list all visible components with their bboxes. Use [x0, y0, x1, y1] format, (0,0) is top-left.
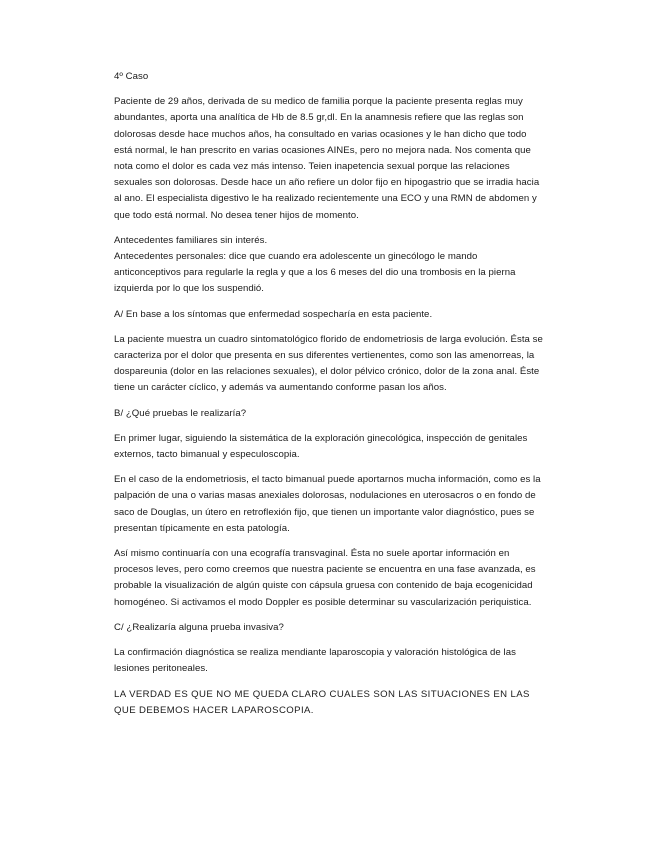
answer-b-bimanual: En el caso de la endometriosis, el tacto bimanual puede aportarnos mucha información, como es la palpación de una o varias masas anexiales dolorosas, nodulaciones en uterosacros o en fondo de saco de Douglas, un útero en retroflexión fijo, que tienen un importante valor diagnóstico, pues se presentan típicamente en esta patología.: [114, 474, 541, 534]
document-page: [114, 69, 544, 728]
answer-b-ultrasound: Así mismo continuaría con una ecografía transvaginal. Ésta no suele aportar información en procesos leves, pero como creemos que nuestra paciente se encuentra en una fase avanzada, es probable la visualización de algún quiste con cápsula gruesa con contenido de baja ecogenicidad homogéneo. Si activamos el modo Doppler es posible determinar su vascularización periquistica.: [114, 548, 536, 608]
family-history: Antecedentes familiares sin interés.: [114, 234, 268, 246]
answer-c: La confirmación diagnóstica se realiza mendiante laparoscopia y valoración histológica de las lesiones peritoneales.: [114, 647, 516, 675]
closing-note: LA VERDAD ES QUE NO ME QUEDA CLARO CUALES SON LAS SITUACIONES EN LAS QUE DEBEMOS HACER LAPAROSCOPIA.: [114, 688, 530, 716]
question-a: A/ En base a los síntomas que enfermedad sospecharía en esta paciente.: [114, 308, 433, 320]
question-c: C/ ¿Realizaría alguna prueba invasiva?: [114, 621, 284, 633]
answer-b-exploration: En primer lugar, siguiendo la sistemática de la exploración ginecológica, inspección de genitales externos, tacto bimanual y especuloscopia.: [114, 432, 528, 461]
answer-a: La paciente muestra un cuadro sintomatológico florido de endometriosis de larga evolución. Ésta se caracteriza por el dolor que presenta en sus diferentes vertienentes, como son las amenorreas, la dospareunia (dolor en las relaciones sexuales), el dolor pélvico crónico, dolor de la zona anal. Éste tiene un carácter cíclico, y además va aumentando conforme pasan los años.: [114, 333, 543, 394]
question-b: B/ ¿Qué pruebas le realizaría?: [114, 407, 247, 419]
case-title: 4º Caso: [114, 71, 149, 82]
personal-history: Antecedentes personales: dice que cuando era adolescente un ginecólogo le mando anticonceptivos para regularle la regla y que a los 6 meses del dio una trombosis en la pierna izquierda por lo que los suspendió.: [114, 251, 516, 295]
case-description: Paciente de 29 años, derivada de su medico de familia porque la paciente presenta reglas muy abundantes, aporta una analítica de Hb de 8.5 gr,dl. En la anamnesis refiere que las reglas son dolorosas desde hace muchos años, ha consultado en varias ocasiones y le han dicho que todo está normal, le han prescrito en varias ocasiones AINEs, pero no mejora nada. Nos comenta que nota como el dolor es cada vez más intenso. Teien inapetencia sexual porque las relaciones sexuales son dolorosas. Desde hace un año refiere un dolor fijo en hipogastrio que se irradia hacia al ano. El especialista digestivo le ha realizado recientemente una ECO y una RMN de abdomen y que todo está normal. No desea tener hijos de momento.: [114, 96, 540, 221]
